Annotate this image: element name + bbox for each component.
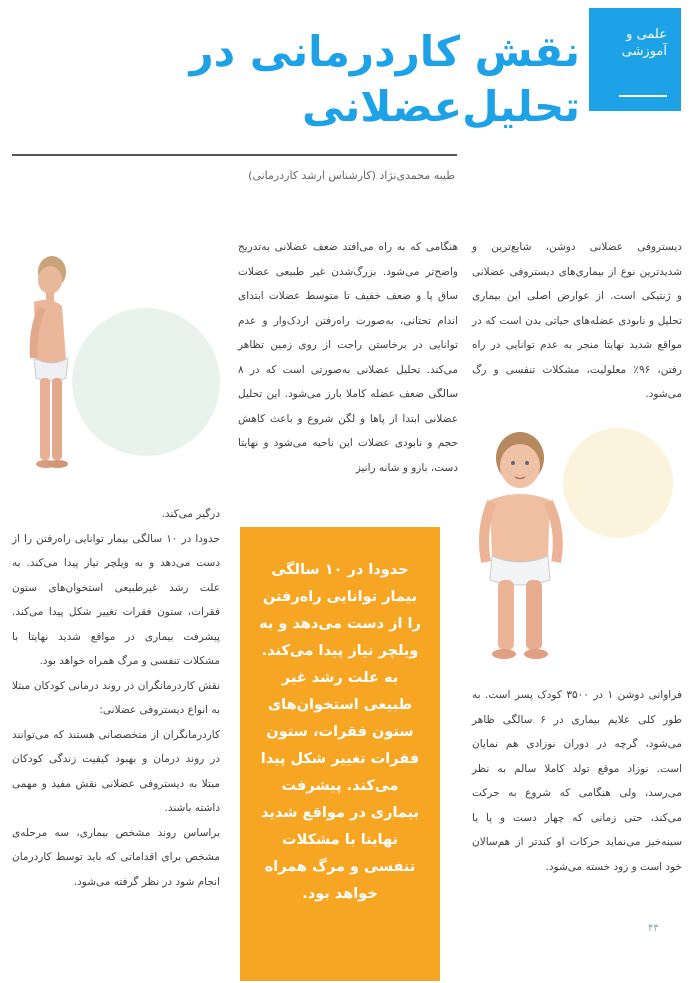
badge-underline — [619, 95, 667, 97]
pull-quote-box — [240, 527, 440, 981]
boy-side-view-illustration — [12, 250, 74, 480]
paragraph: درگیر می‌کند. — [161, 508, 220, 520]
subheading: نقش کاردرمانگران در روند درمانی کودکان مبتلا به انواع دیستروفی عضلانی: — [12, 679, 220, 716]
body-column-left — [12, 502, 220, 894]
boy-front-view-illustration — [470, 430, 570, 665]
section-badge — [589, 8, 681, 111]
body-column-right-top — [472, 235, 682, 407]
paragraph: براساس روند مشخص بیماری، سه مرحله‌ی مشخص برای اقداماتی که باید توسط کاردرمان انجام شود در نظر گرفته می‌شود. — [12, 826, 220, 888]
author-byline: طیبه محمدی‌نژاد (کارشناس ارشد کاردرمانی) — [248, 169, 455, 182]
decorative-green-circle — [72, 308, 220, 456]
paragraph: کاردرمانگران از متخصصانی هستند که می‌توانند در روند درمان و بهبود کیفیت زندگی کودکان مبتلا به دیستروفی عضلانی نقش مفید و مهمی داشته باشند. — [12, 728, 220, 814]
page-number: ۴۴ — [648, 923, 659, 934]
body-column-middle — [238, 235, 458, 480]
paragraph: دیستروفی عضلانی دوشن، شایع‌ترین و شدیدترین نوع از بیماری‌های دیستروفی عضلانی و ژنتیکی است. از عوارض اصلی این بیماری تحلیل و نابودی عضله‌های حیاتی بدن است که در مواقع شدید نهایتا منجر به عدم توانایی در راه رفتن، ۹۶٪ معلولیت، مشکلات تنفسی و رگ می‌شود. — [472, 241, 683, 400]
pull-quote-text: حدودا در ۱۰ سالگی بیمار توانایی راه‌رفتن را از دست می‌دهد و به ویلچر نیاز پیدا می‌کند. به علت رشد غیر طبیعی استخوان‌های ستون فقرات، ستون فقرات تغییر شکل پیدا می‌کند. پیشرفت بیماری در مواقع شدید نهایتا با مشکلات تنفسی و مرگ همراه خواهد بود. — [259, 562, 421, 902]
paragraph: فراوانی دوشن ۱ در ۳۵۰۰ کودک پسر است. به طور کلی علایم بیماری در ۶ سالگی ظاهر می‌شود، گرچه در دوران نوزادی هم نمایان است. نوزاد موقع تولد کاملا سالم به نظر می‌رسد، ولی هنگامی که شروع به حرکت می‌کند، حتی زمانی که چهار دست و پا یا سینه‌خیز می‌نماید حرکات او کندتر از هم‌سالان خود است و زود خسته می‌شود. — [472, 689, 683, 873]
title-divider — [12, 154, 457, 156]
paragraph: هنگامی که به راه می‌افتد ضعف عضلانی به‌تدریج واضح‌تر می‌شود. بزرگ‌شدن غیر طبیعی عضلات ساق پا و ضعف خفیف تا متوسط عضلات ابتدای اندام تحتانی، به‌صورت راه‌رفتن اردک‌وار و عدم توانایی در برخاستن راحت از روی زمین تظاهر می‌کند. تحلیل عضلانی به‌صورتی است که در ۸ سالگی ضعف عضله کاملا بارز می‌شود. این تحلیل عضلانی ابتدا از پاها و لگن شروع و باعث کاهش حجم و نابودی عضلات این ناحیه می‌شود و نهایتا دست، بازو و شانه رانیز — [238, 241, 458, 474]
body-column-right-bottom — [472, 683, 682, 879]
article-title: نقش کاردرمانی در تحلیل‌عضلانی — [189, 27, 580, 131]
decorative-yellow-circle — [563, 428, 673, 538]
section-badge-label: علمی و آموزشی — [621, 27, 667, 59]
paragraph: حدودا در ۱۰ سالگی بیمار توانایی راه‌رفتن را از دست می‌دهد و به ویلچر نیاز پیدا می‌کند. به علت رشد غیرطبیعی استخوان‌های ستون فقرات، ستون فقرات تغییر شکل پیدا می‌کند. پیشرفت بیماری در مواقع شدید نهایتا با مشکلات تنفسی و مرگ همراه خواهد بود. — [12, 532, 220, 667]
